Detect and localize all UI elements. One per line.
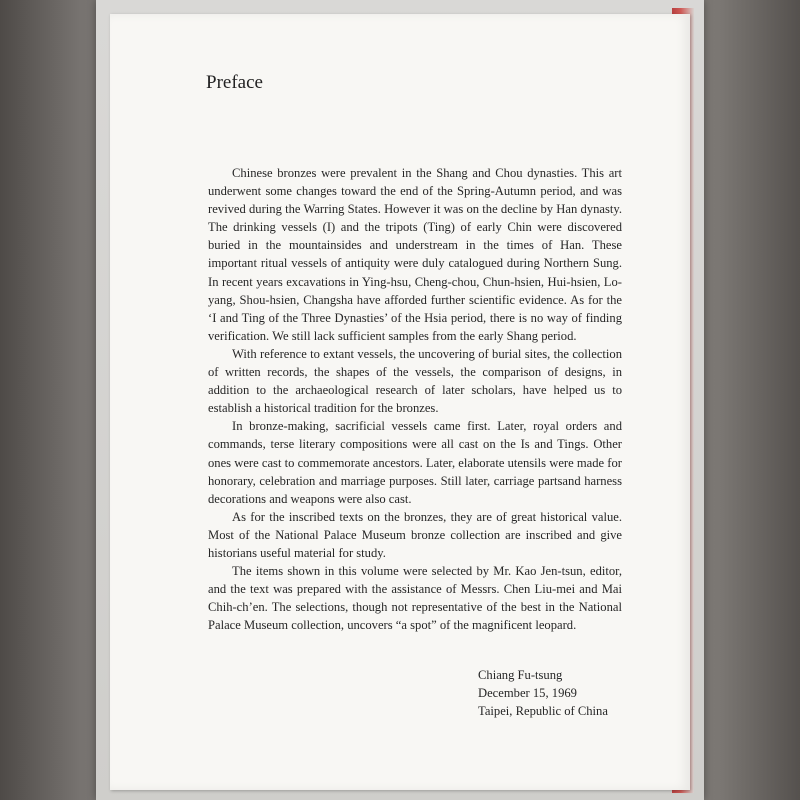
paragraph-4: As for the inscribed texts on the bronzes, they are of great historical value. Most of the National Palace Museum bronze collection are inscribed and give historians useful material for study. <box>208 509 622 560</box>
paragraph-1: Chinese bronzes were prevalent in the Shang and Chou dynasties. This art underwent some changes toward the end of the Spring-Autumn period, and was revived during the Warring States. However it was on the decline by Han dynasty. The drinking vessels (I) and the tripots (Ting) of early Chin were discovered buried in the mountainsides and understream in the times of Han. These important ritual vessels of antiquity were duly catalogued during Northern Sung. In recent years excavations in Ying-hsu, Cheng-chou, Chun-hsien, Hui-hsien, Lo-yang, Shou-hsien, Changsha have afforded further scientific evidence. As for the ‘I and Ting of the Three Dynasties’ of the Hsia period, there is no way of finding verification. We still lack sufficient samples from the early Shang period. <box>208 166 622 343</box>
preface-body <box>208 164 622 634</box>
paragraph-3: In bronze-making, sacrificial vessels came first. Later, royal orders and commands, terse literary compositions were all cast on the Is and Tings. Other ones were cast to commemorate ancestors. Later, elaborate utensils were made for honorary, celebration and marriage purposes. Still later, carriage partsand harness decorations and weapons were also cast. <box>208 419 622 506</box>
signature-date: December 15, 1969 <box>478 686 577 700</box>
signature-place: Taipei, Republic of China <box>478 704 608 718</box>
signature-block <box>478 666 608 720</box>
book-page <box>110 14 690 790</box>
page-title: Preface <box>206 72 263 93</box>
paragraph-2: With reference to extant vessels, the uncovering of burial sites, the collection of written records, the shapes of the vessels, the comparison of designs, in addition to the archaeological research of later scholars, have helped us to establish a historical tradition for the bronzes. <box>208 346 622 416</box>
paragraph-5: The items shown in this volume were selected by Mr. Kao Jen-tsun, editor, and the text was prepared with the assistance of Messrs. Chen Liu-mei and Mai Chih-ch’en. The selections, though not representative of the best in the National Palace Museum collection, uncovers “a spot” of the magnificent leopard. <box>208 564 622 633</box>
signature-name: Chiang Fu-tsung <box>478 668 563 682</box>
